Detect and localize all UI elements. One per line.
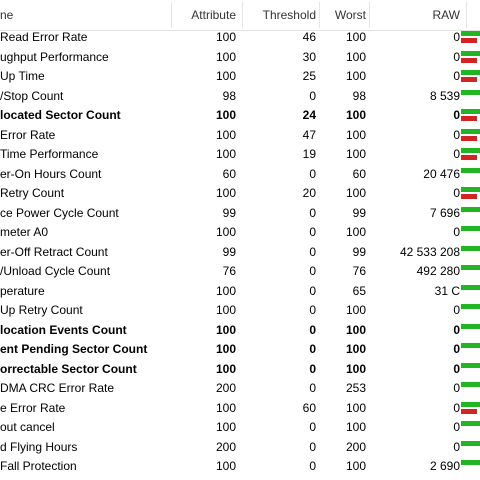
health-bar-green	[461, 148, 480, 153]
threshold-value: 0	[309, 342, 316, 356]
column-divider[interactable]	[466, 2, 467, 28]
threshold-value: 30	[302, 49, 316, 64]
worst-value: 100	[345, 49, 366, 64]
threshold-value: 60	[302, 400, 316, 415]
health-bar-green	[461, 70, 480, 75]
attribute-name: /Stop Count	[0, 88, 64, 103]
table-row[interactable]	[0, 28, 480, 48]
attribute-name: Fall Protection	[0, 459, 77, 473]
raw-value: 0	[453, 381, 460, 395]
attribute-name: meter A0	[0, 225, 49, 239]
health-bar-green	[461, 421, 480, 426]
health-bar-green	[461, 226, 480, 231]
column-header-threshold[interactable]: Threshold	[262, 8, 316, 22]
health-bar-red	[461, 194, 477, 199]
table-row[interactable]	[0, 184, 480, 204]
table-row[interactable]	[0, 165, 480, 185]
attribute-value: 100	[215, 420, 236, 434]
worst-value: 253	[345, 381, 366, 395]
table-row[interactable]	[0, 301, 480, 321]
raw-value: 0	[453, 322, 460, 337]
worst-value: 100	[345, 400, 366, 415]
attribute-value: 100	[215, 225, 236, 239]
attribute-value: 100	[215, 30, 236, 44]
worst-value: 100	[345, 342, 366, 356]
worst-value: 100	[345, 186, 366, 200]
raw-value: 0	[453, 400, 460, 415]
raw-value: 2 690	[429, 459, 460, 473]
worst-value: 99	[352, 205, 366, 220]
table-row[interactable]	[0, 67, 480, 87]
attribute-value: 100	[215, 361, 236, 376]
attribute-name: Up Time	[0, 69, 45, 83]
attribute-name: perature	[0, 283, 45, 298]
attribute-name: orrectable Sector Count	[0, 361, 137, 376]
worst-value: 100	[345, 225, 366, 239]
attribute-value: 100	[215, 147, 236, 161]
table-row[interactable]	[0, 145, 480, 165]
threshold-value: 46	[302, 30, 316, 44]
worst-value: 200	[345, 439, 366, 454]
worst-value: 100	[345, 147, 366, 161]
table-body	[0, 28, 480, 477]
health-bar-green	[461, 51, 480, 56]
attribute-value: 100	[215, 108, 236, 122]
health-bar-green	[461, 285, 480, 290]
table-row[interactable]	[0, 262, 480, 282]
health-bar-red	[461, 116, 477, 121]
table-row[interactable]	[0, 438, 480, 458]
health-bar-red	[461, 58, 477, 63]
table-row[interactable]	[0, 243, 480, 263]
worst-value: 65	[352, 283, 366, 298]
attribute-name: Retry Count	[0, 186, 65, 200]
threshold-value: 0	[309, 283, 316, 298]
worst-value: 100	[345, 459, 366, 473]
raw-value: 7 696	[429, 205, 460, 220]
attribute-value: 100	[215, 342, 236, 356]
raw-value: 0	[453, 147, 460, 161]
attribute-name: Read Error Rate	[0, 30, 88, 44]
attribute-name: Time Performance	[0, 147, 99, 161]
column-header-raw[interactable]: RAW	[432, 8, 460, 22]
health-bar-red	[461, 155, 477, 160]
threshold-value: 0	[309, 166, 316, 181]
raw-value: 492 280	[416, 264, 460, 278]
table-row[interactable]	[0, 418, 480, 438]
threshold-value: 0	[309, 264, 316, 278]
worst-value: 100	[345, 361, 366, 376]
raw-value: 0	[453, 361, 460, 376]
attribute-value: 100	[215, 49, 236, 64]
attribute-value: 98	[222, 88, 236, 103]
raw-value: 0	[453, 439, 460, 454]
raw-value: 0	[453, 342, 460, 356]
health-bar-green	[461, 363, 480, 368]
threshold-value: 0	[309, 361, 316, 376]
attribute-value: 100	[215, 127, 236, 142]
raw-value: 0	[453, 30, 460, 44]
threshold-value: 19	[302, 147, 316, 161]
threshold-value: 0	[309, 88, 316, 103]
health-bar-green	[461, 129, 480, 134]
worst-value: 100	[345, 30, 366, 44]
health-bar-green	[461, 324, 480, 329]
health-bar-red	[461, 136, 477, 141]
table-row[interactable]	[0, 282, 480, 302]
raw-value: 0	[453, 186, 460, 200]
health-bar-green	[461, 265, 480, 270]
raw-value: 20 476	[423, 166, 460, 181]
raw-value: 0	[453, 225, 460, 239]
table-row[interactable]	[0, 106, 480, 126]
column-header-attribute[interactable]: Attribute	[191, 8, 236, 22]
table-row[interactable]	[0, 399, 480, 419]
table-row[interactable]	[0, 87, 480, 107]
raw-value: 0	[453, 303, 460, 317]
attribute-value: 100	[215, 303, 236, 317]
attribute-name: e Error Rate	[0, 400, 66, 415]
worst-value: 76	[352, 264, 366, 278]
health-bar-green	[461, 246, 480, 251]
attribute-name: DMA CRC Error Rate	[0, 381, 115, 395]
attribute-name: Error Rate	[0, 127, 56, 142]
table-row[interactable]	[0, 223, 480, 243]
threshold-value: 24	[302, 108, 316, 122]
health-bar-green	[461, 382, 480, 387]
attribute-value: 200	[215, 439, 236, 454]
worst-value: 100	[345, 322, 366, 337]
attribute-value: 99	[222, 244, 236, 259]
attribute-value: 200	[215, 381, 236, 395]
table-row[interactable]	[0, 457, 480, 477]
worst-value: 100	[345, 303, 366, 317]
threshold-value: 0	[309, 303, 316, 317]
table-row[interactable]	[0, 340, 480, 360]
raw-value: 8 539	[429, 88, 460, 103]
attribute-name: ent Pending Sector Count	[0, 342, 148, 356]
attribute-value: 100	[215, 400, 236, 415]
health-bar-green	[461, 304, 480, 309]
column-header-name[interactable]: ne	[0, 8, 14, 22]
worst-value: 98	[352, 88, 366, 103]
raw-value: 31 C	[434, 283, 460, 298]
threshold-value: 25	[302, 69, 316, 83]
threshold-value: 0	[309, 420, 316, 434]
attribute-name: Up Retry Count	[0, 303, 83, 317]
attribute-name: /Unload Cycle Count	[0, 264, 111, 278]
table-row[interactable]	[0, 360, 480, 380]
health-bar-green	[461, 90, 480, 95]
health-bar-green	[461, 207, 480, 212]
health-bar-red	[461, 409, 477, 414]
threshold-value: 0	[309, 439, 316, 454]
table-row[interactable]	[0, 48, 480, 68]
attribute-value: 100	[215, 322, 236, 337]
threshold-value: 0	[309, 381, 316, 395]
threshold-value: 0	[309, 459, 316, 473]
attribute-value: 60	[222, 166, 236, 181]
threshold-value: 0	[309, 225, 316, 239]
attribute-value: 76	[222, 264, 236, 278]
threshold-value: 20	[302, 186, 316, 200]
health-bar-green	[461, 460, 480, 465]
raw-value: 0	[453, 127, 460, 142]
worst-value: 100	[345, 420, 366, 434]
health-bar-green	[461, 31, 480, 36]
worst-value: 100	[345, 108, 366, 122]
threshold-value: 47	[302, 127, 316, 142]
attribute-name: ce Power Cycle Count	[0, 205, 119, 220]
table-header	[0, 0, 480, 31]
attribute-name: ughput Performance	[0, 49, 109, 64]
health-bar-green	[461, 168, 480, 173]
attribute-name: er-Off Retract Count	[0, 244, 108, 259]
attribute-value: 99	[222, 205, 236, 220]
table-row[interactable]	[0, 126, 480, 146]
table-row[interactable]	[0, 321, 480, 341]
column-header-worst[interactable]: Worst	[334, 8, 366, 22]
threshold-value: 0	[309, 205, 316, 220]
attribute-name: located Sector Count	[0, 108, 121, 122]
raw-value: 42 533 208	[399, 244, 460, 259]
health-bar-green	[461, 402, 480, 407]
raw-value: 0	[453, 108, 460, 122]
attribute-name: location Events Count	[0, 322, 127, 337]
attribute-value: 100	[215, 283, 236, 298]
attribute-value: 100	[215, 186, 236, 200]
attribute-value: 100	[215, 459, 236, 473]
worst-value: 99	[352, 244, 366, 259]
health-bar-green	[461, 109, 480, 114]
health-bar-red	[461, 38, 477, 43]
health-bar-green	[461, 441, 480, 446]
attribute-name: er-On Hours Count	[0, 166, 102, 181]
threshold-value: 0	[309, 244, 316, 259]
raw-value: 0	[453, 69, 460, 83]
attribute-name: d Flying Hours	[0, 439, 78, 454]
worst-value: 60	[352, 166, 366, 181]
table-row[interactable]	[0, 204, 480, 224]
raw-value: 0	[453, 420, 460, 434]
raw-value: 0	[453, 49, 460, 64]
health-bar-green	[461, 343, 480, 348]
worst-value: 100	[345, 127, 366, 142]
attribute-value: 100	[215, 69, 236, 83]
health-bar-red	[461, 77, 477, 82]
attribute-name: out cancel	[0, 420, 55, 434]
table-row[interactable]	[0, 379, 480, 399]
health-bar-green	[461, 187, 480, 192]
worst-value: 100	[345, 69, 366, 83]
threshold-value: 0	[309, 322, 316, 337]
